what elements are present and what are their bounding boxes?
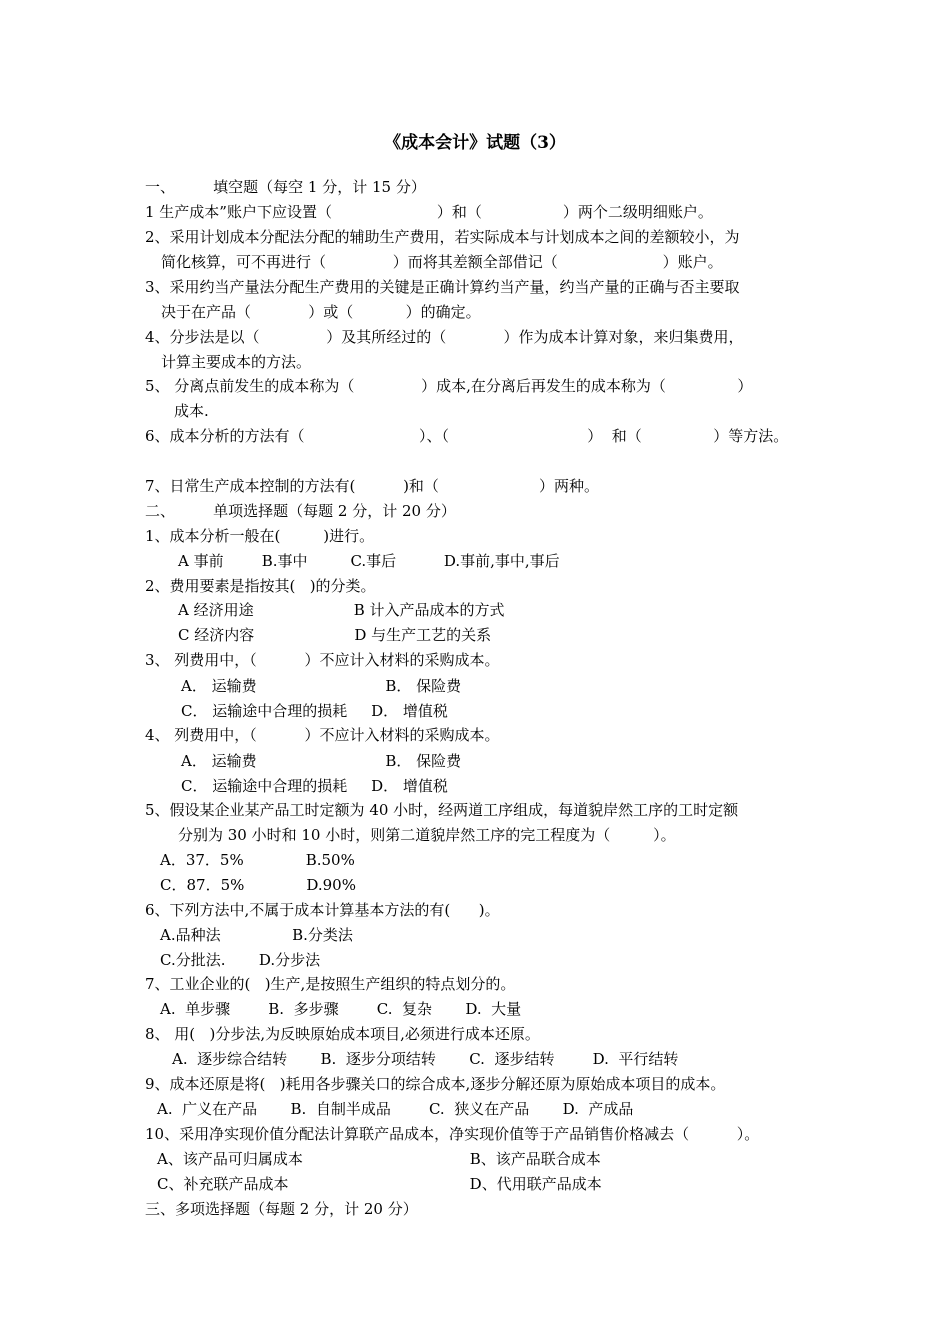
question-text: 5、假设某企业某产品工时定额为 40 小时，经两道工序组成，每道貌岸然工序的工时定额 bbox=[145, 801, 739, 819]
question-text: 5、 分离点前发生的成本称为（ ）成本,在分离后再发生的成本称为（ ） bbox=[145, 377, 753, 395]
question-options: A 经济用途 B 计入产品成本的方式 bbox=[178, 601, 505, 619]
question-text: 1 生产成本”账户下应设置（ ）和（ ）两个二级明细账户。 bbox=[145, 203, 713, 221]
question-options: A． 运输费 B． 保险费 bbox=[181, 677, 462, 695]
question-text: 4、 列费用中，（ ）不应计入材料的采购成本。 bbox=[145, 726, 500, 744]
question-text: 3、 列费用中，（ ）不应计入材料的采购成本。 bbox=[145, 651, 500, 669]
question-text: 7、日常生产成本控制的方法有( )和（ ）两种。 bbox=[145, 477, 600, 495]
question-options: C．87．5% D.90% bbox=[160, 876, 356, 894]
question-text: 成本. bbox=[174, 402, 209, 420]
question-options: A． 运输费 B． 保险费 bbox=[181, 752, 462, 770]
question-options: C． 运输途中合理的损耗 D． 增值税 bbox=[181, 777, 448, 795]
question-text: 4、分步法是以（ ）及其所经过的（ ）作为成本计算对象，来归集费用， bbox=[145, 328, 744, 346]
section-heading: 三、多项选择题（每题 2 分，计 20 分） bbox=[145, 1200, 418, 1218]
question-text: 简化核算，可不再进行（ ）而将其差额全部借记（ ）账户。 bbox=[161, 253, 723, 271]
question-text: 1、成本分析一般在( )进行。 bbox=[145, 527, 375, 545]
question-options: C 经济内容 D 与生产工艺的关系 bbox=[178, 626, 492, 644]
question-text: 8、 用( )分步法,为反映原始成本项目,必须进行成本还原。 bbox=[145, 1025, 540, 1043]
question-options: A. 广义在产品 B. 自制半成品 C. 狭义在产品 D. 产成品 bbox=[157, 1100, 634, 1118]
document-title: 《成本会计》试题（3） bbox=[384, 133, 566, 153]
question-options: C． 运输途中合理的损耗 D． 增值税 bbox=[181, 702, 448, 720]
question-options: A．37．5% B.50% bbox=[160, 851, 355, 869]
question-text: 分别为 30 小时和 10 小时，则第二道貌岸然工序的完工程度为（ ）。 bbox=[178, 826, 676, 844]
question-options: C、补充联产品成本 D、代用联产品成本 bbox=[157, 1175, 602, 1193]
question-options: A 事前 B.事中 C.事后 D.事前,事中,事后 bbox=[178, 552, 560, 570]
question-text: 6、下列方法中,不属于成本计算基本方法的有( )。 bbox=[145, 901, 500, 919]
question-text: 决于在产品（ ）或（ ）的确定。 bbox=[161, 303, 481, 321]
question-options: A.品种法 B.分类法 bbox=[160, 926, 353, 944]
question-text: 9、成本还原是将( )耗用各步骤关口的综合成本,逐步分解还原为原始成本项目的成本。 bbox=[145, 1075, 726, 1093]
question-text: 7、工业企业的( )生产,是按照生产组织的特点划分的。 bbox=[145, 975, 516, 993]
section-heading: 二、 单项选择题（每题 2 分，计 20 分） bbox=[145, 502, 456, 520]
question-text: 2、费用要素是指按其( )的分类。 bbox=[145, 577, 376, 595]
question-text: 计算主要成本的方法。 bbox=[161, 353, 312, 371]
question-options: A、该产品可归属成本 B、该产品联合成本 bbox=[157, 1150, 601, 1168]
question-text: 10、采用净实现价值分配法计算联产品成本，净实现价值等于产品销售价格减去（ ）。 bbox=[145, 1125, 760, 1143]
section-heading: 一、 填空题（每空 1 分，计 15 分） bbox=[145, 178, 426, 196]
question-options: A. 逐步综合结转 B. 逐步分项结转 C. 逐步结转 D. 平行结转 bbox=[172, 1050, 679, 1068]
question-text: 3、采用约当产量法分配生产费用的关键是正确计算约当产量，约当产量的正确与否主要取 bbox=[145, 278, 740, 296]
question-options: A. 单步骤 B. 多步骤 C. 复杂 D. 大量 bbox=[160, 1000, 522, 1018]
question-text: 2、采用计划成本分配法分配的辅助生产费用，若实际成本与计划成本之间的差额较小，为 bbox=[145, 228, 740, 246]
question-options: C.分批法. D.分步法 bbox=[160, 951, 321, 969]
question-text: 6、成本分析的方法有（ ）、（ ） 和（ ）等方法。 bbox=[145, 427, 789, 445]
